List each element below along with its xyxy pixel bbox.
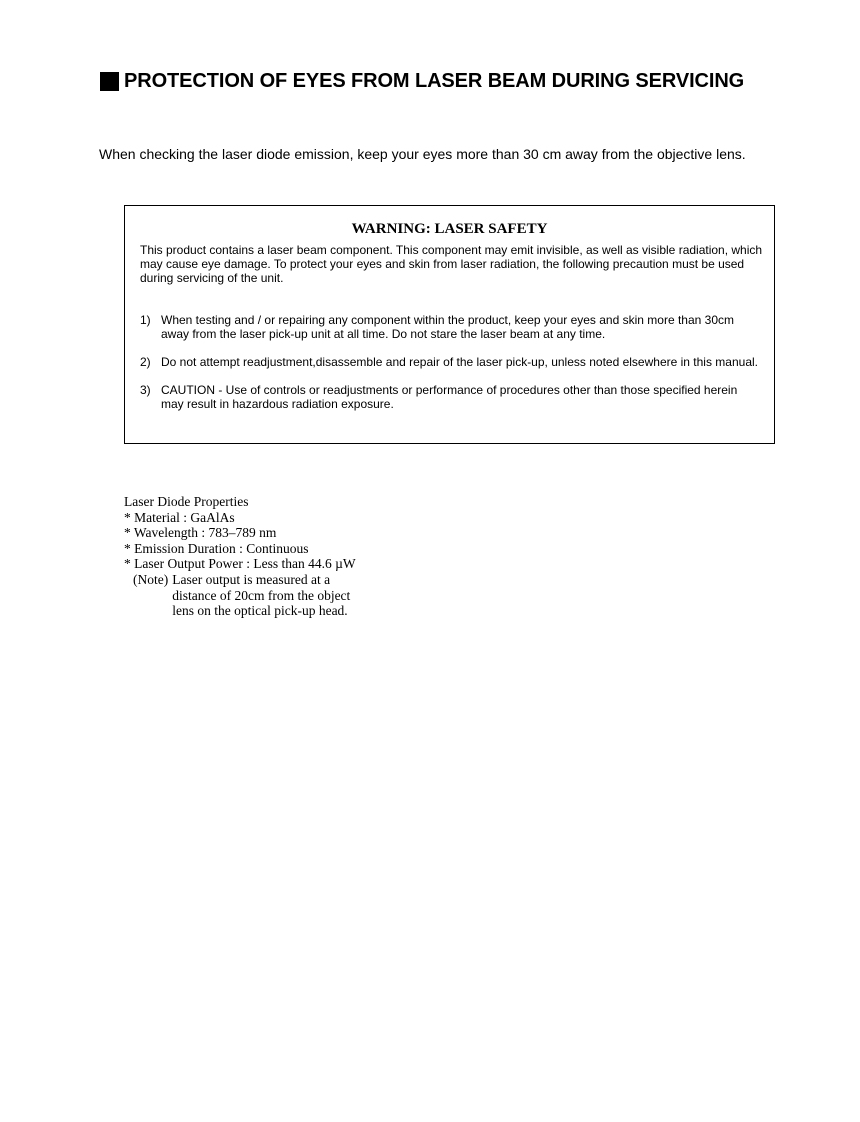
- section-title: PROTECTION OF EYES FROM LASER BEAM DURING SERVICING: [124, 69, 745, 92]
- laser-diode-properties: [124, 494, 372, 619]
- note-line: distance of 20cm from the object: [172, 587, 351, 603]
- property-note: [124, 572, 372, 619]
- warning-precaution-list: [140, 313, 760, 425]
- intro-paragraph: When checking the laser diode emission, keep your eyes more than 30 cm away from the objective lens.: [99, 146, 746, 162]
- warning-item-number: 2): [140, 355, 151, 369]
- note-line: Laser output is measured at a: [172, 571, 331, 587]
- section-heading: [100, 70, 744, 92]
- warning-item: [140, 313, 760, 341]
- property-material: * Material : GaAlAs: [124, 509, 235, 525]
- note-text: [172, 572, 372, 619]
- property-wavelength: * Wavelength : 783–789 nm: [124, 525, 277, 541]
- warning-item-number: 3): [140, 383, 151, 397]
- warning-item-text: Do not attempt readjustment,disassemble and repair of the laser pick-up, unless noted elsewhere in this manual.: [161, 355, 758, 369]
- properties-title: Laser Diode Properties: [124, 494, 249, 509]
- warning-item-text: When testing and / or repairing any component within the product, keep your eyes and skin more than 30cm away from the laser pick-up unit at all time. Do not stare the laser beam at any time.: [161, 313, 734, 341]
- note-line: lens on the optical pick-up head.: [172, 603, 348, 619]
- warning-item: [140, 383, 760, 411]
- property-output-power: * Laser Output Power : Less than 44.6 µW: [124, 556, 356, 572]
- warning-title: WARNING: LASER SAFETY: [351, 221, 548, 237]
- property-emission-duration: * Emission Duration : Continuous: [124, 540, 309, 556]
- heading-square-bullet-icon: [100, 72, 119, 91]
- warning-body: This product contains a laser beam component. This component may emit invisible, as well as visible radiation, which may cause eye damage. To protect your eyes and skin from laser radiation, the following precaution must be used during servicing of the unit.: [140, 243, 763, 285]
- warning-item: [140, 355, 760, 369]
- warning-item-text: CAUTION - Use of controls or readjustments or performance of procedures other than those specified herein may result in hazardous radiation exposure.: [161, 383, 738, 411]
- laser-safety-warning-box: [124, 205, 775, 444]
- warning-item-number: 1): [140, 313, 151, 327]
- note-label: (Note): [133, 571, 169, 587]
